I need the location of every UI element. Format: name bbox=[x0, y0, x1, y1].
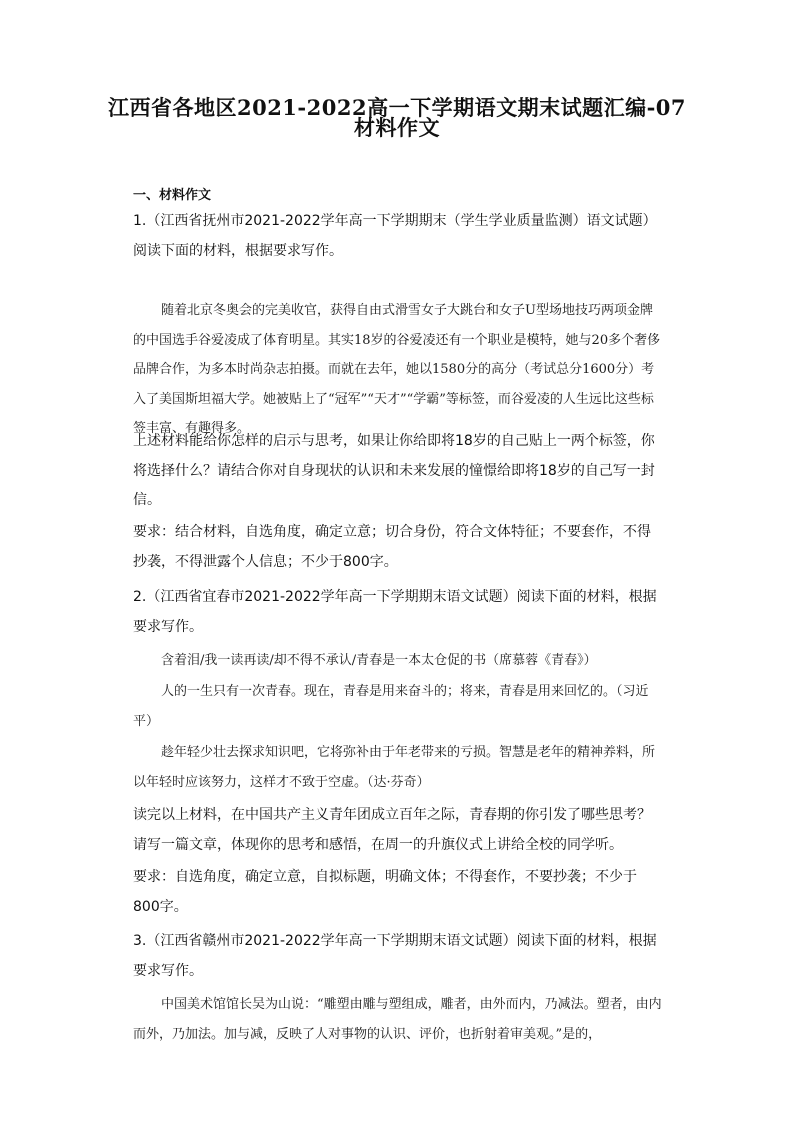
question-2-quote-2 bbox=[133, 677, 663, 736]
question-2-quote-1 bbox=[133, 646, 663, 676]
question-1-material-text: 随着北京冬奥会的完美收官，获得自由式滑雪女子大跳台和女子U型场地技巧两项金牌的中国选手谷爱凌成了体育明星。其实18岁的谷爱凌还有一个职业是模特，她与20多个奢侈品牌合作，为多本时尚杂志拍摄。而就在去年，她以1580分的高分（考试总分1600分）考入了美国斯坦福大学。她被贴上了“冠军”“天才”“学霸”等标签，而谷爱凌的人生远比这些标签丰富、有趣得多。 bbox=[133, 303, 661, 436]
question-3-material bbox=[133, 990, 663, 1049]
question-1-question-text: 上述材料能给你怎样的启示与思考，如果让你给即将18岁的自己贴上一两个标签，你将选择什么？请结合你对自身现状的认识和未来发展的憧憬给即将18岁的自己写一封信。 bbox=[133, 433, 655, 508]
question-1-material bbox=[133, 296, 663, 444]
document-title: 江西省各地区2021-2022高一下学期语文期末试题汇编-07 bbox=[107, 95, 687, 120]
question-3-head: 3.（江西省赣州市2021-2022学年高一下学期期末语文试题）阅读下面的材料，根据要求写作。 bbox=[133, 933, 657, 979]
question-2-question-text: 读完以上材料，在中国共产主义青年团成立百年之际，青春期的你引发了哪些思考？请写一篇文章，体现你的思考和感悟，在周一的升旗仪式上讲给全校的同学听。 bbox=[133, 807, 651, 853]
question-2-question bbox=[133, 801, 663, 860]
question-3-material-text: 中国美术馆馆长吴为山说：“雕塑由雕与塑组成，雕者，由外而内，乃减法。塑者，由内而外，乃加法。加与减，反映了人对事物的认识、评价，也折射着审美观。”是的， bbox=[133, 997, 662, 1042]
question-3-prompt bbox=[133, 927, 663, 986]
question-2-quote-3-text: 趁年轻少壮去探求知识吧，它将弥补由于年老带来的亏损。智慧是老年的精神养料，所以年轻时应该努力，这样才不致于空虚。（达·芬奇） bbox=[133, 745, 656, 790]
question-2-requirement bbox=[133, 863, 663, 922]
question-2-quote-3 bbox=[133, 738, 663, 797]
question-1-head: 1.（江西省抚州市2021-2022学年高一下学期期末（学生学业质量监测）语文试题）阅读下面的材料，根据要求写作。 bbox=[133, 213, 657, 259]
question-1-requirement-text: 要求：结合材料，自选角度，确定立意；切合身份，符合文体特征；不要套作，不得抄袭，不得泄露个人信息；不少于800字。 bbox=[133, 524, 651, 570]
question-2-prompt bbox=[133, 583, 663, 642]
question-2-requirement-text: 要求：自选角度，确定立意，自拟标题，明确文体；不得套作，不要抄袭；不少于800字。 bbox=[133, 869, 637, 915]
question-2-quote-2-text: 人的一生只有一次青春。现在，青春是用来奋斗的；将来，青春是用来回忆的。（习近平） bbox=[133, 684, 649, 729]
question-1-prompt bbox=[133, 207, 663, 266]
section-heading: 一、材料作文 bbox=[133, 188, 212, 203]
question-1-question bbox=[133, 427, 663, 516]
question-2-quote-1-text: 含着泪/我一读再读/却不得不承认/青春是一本太仓促的书（席慕蓉《青春》） bbox=[161, 653, 597, 668]
question-2-head: 2.（江西省宜春市2021-2022学年高一下学期期末语文试题）阅读下面的材料，根据要求写作。 bbox=[133, 589, 657, 635]
question-1-requirement bbox=[133, 518, 663, 577]
document-subtitle: 材料作文 bbox=[354, 115, 440, 140]
